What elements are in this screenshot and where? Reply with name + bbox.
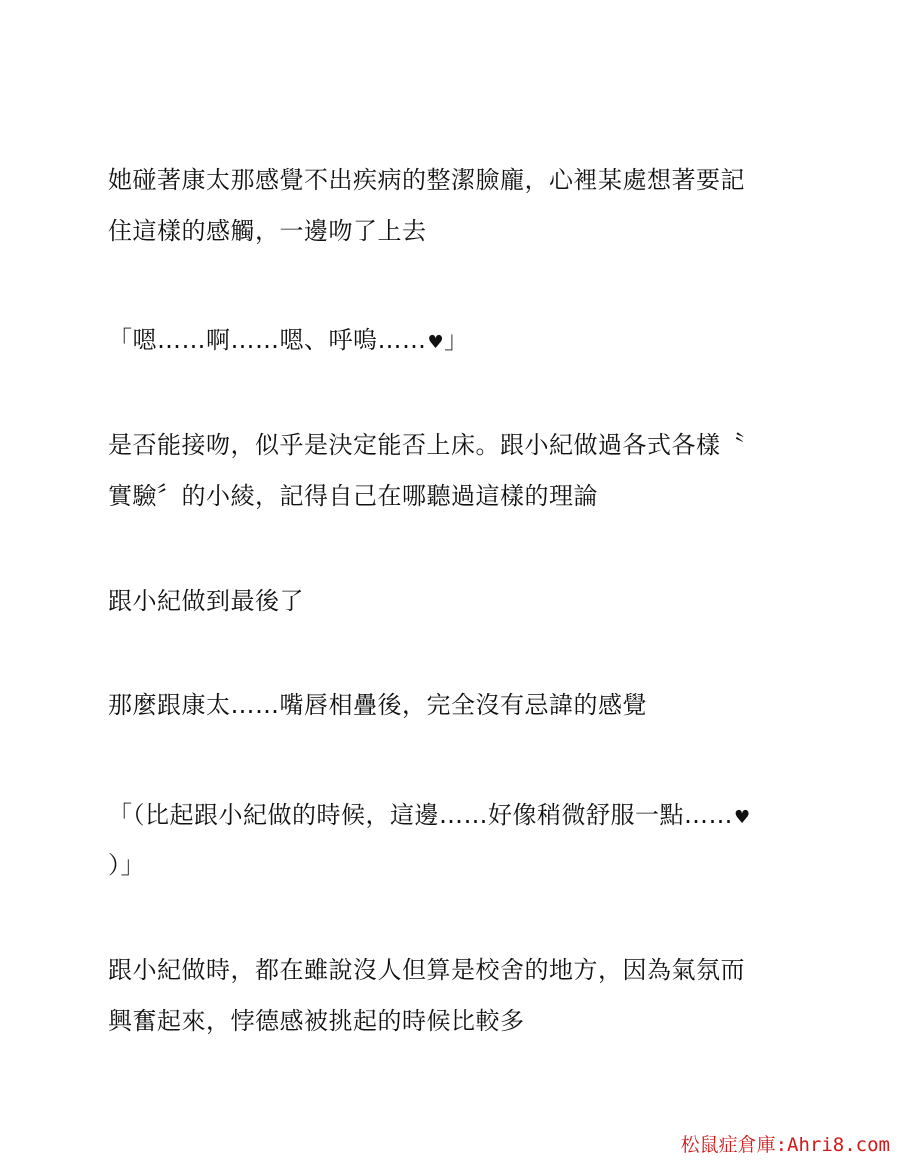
paragraph-7-line-2: 興奮起來，悖德感被挑起的時候比較多 [108,1007,525,1035]
paragraph-3-line-1: 是否能接吻，似乎是決定能否上床。跟小紀做過各式各樣〝 [108,431,745,459]
paragraph-6-line-2: ）」 [108,851,145,879]
paragraph-2-closing-quote: 」 [444,326,469,354]
paragraph-2-text: 「嗯……啊……嗯、呼嗚…… [108,326,427,354]
heart-icon: ♥ [734,807,751,828]
heart-icon: ♥ [427,332,445,353]
paragraph-1-line-2: 住這樣的感觸，一邊吻了上去 [108,217,427,245]
paragraph-5-line-1: 那麼跟康太……嘴唇相疊後，完全沒有忌諱的感覺 [108,691,647,719]
paragraph-6-line-1 [108,800,808,833]
paragraph-3-line-2: 實驗〞的小綾，記得自己在哪聽過這樣的理論 [108,482,598,510]
paragraph-7-line-1: 跟小紀做時，都在雖說沒人但算是校舍的地方，因為氣氛而 [108,956,745,984]
paragraph-2-line-1 [108,325,808,358]
paragraph-1-line-1: 她碰著康太那感覺不出疾病的整潔臉龐，心裡某處想著要記 [108,166,745,194]
paragraph-4-line-1: 跟小紀做到最後了 [108,587,304,615]
paragraph-6-text: 「（比起跟小紀做的時候，這邊……好像稍微舒服一點…… [108,801,733,829]
watermark-text: 松鼠症倉庫:Ahri8.com [680,1134,890,1156]
